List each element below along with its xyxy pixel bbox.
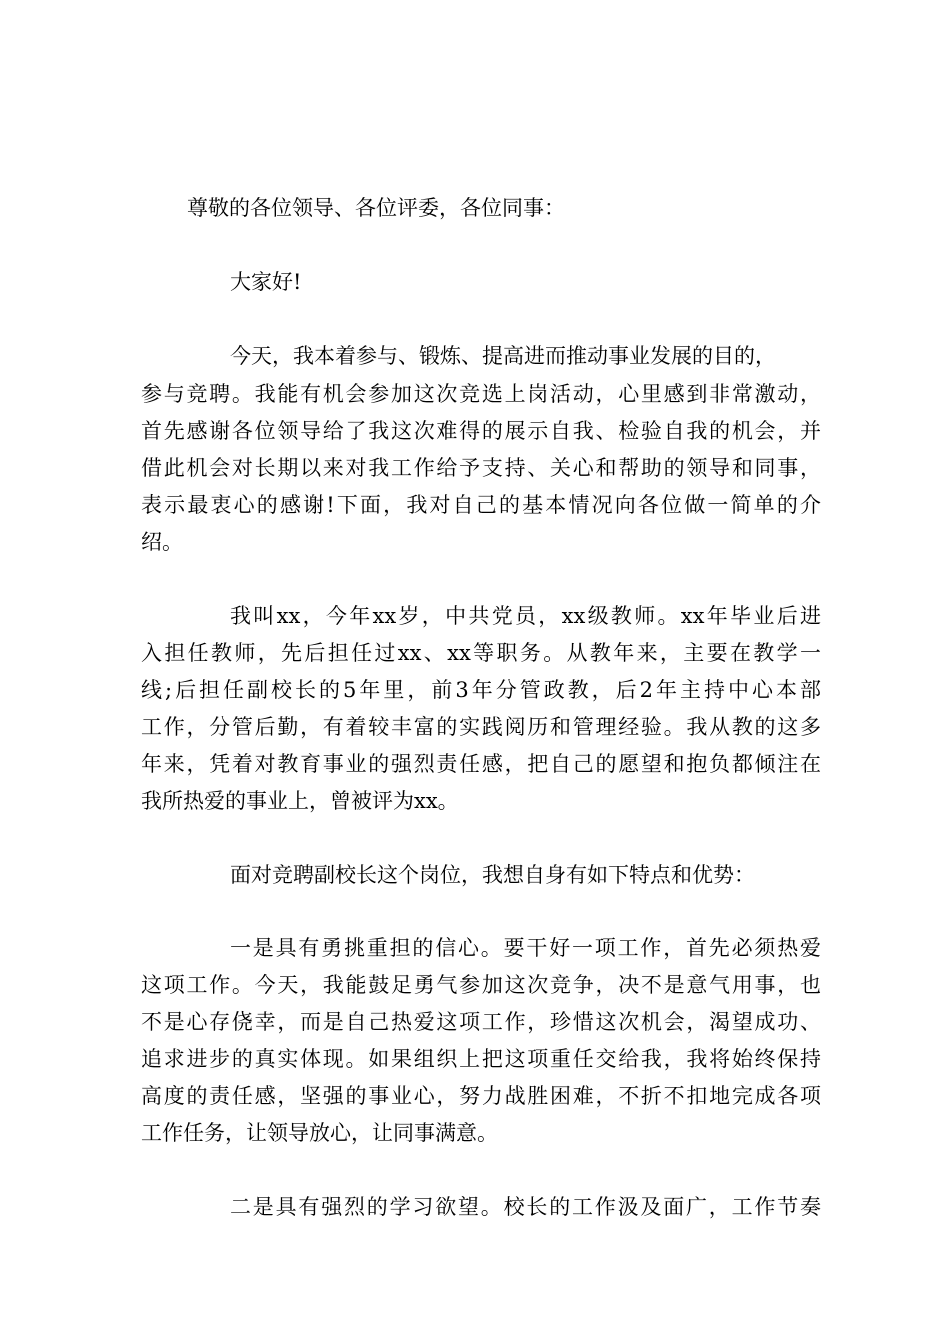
greeting: 大家好! bbox=[230, 270, 302, 294]
paragraph-line: 表示最衷心的感谢!下面，我对自己的基本情况向各位做一简单的介 bbox=[141, 493, 821, 517]
paragraph-line: 线;后担任副校长的5年里，前3年分管政教，后2年主持中心本部 bbox=[141, 678, 821, 702]
paragraph-line: 首先感谢各位领导给了我这次难得的展示自我、检验自我的机会，并 bbox=[141, 419, 821, 443]
paragraph-line: 绍。 bbox=[141, 530, 183, 554]
paragraph-line: 二是具有强烈的学习欲望。校长的工作汲及面广，工作节奏 bbox=[230, 1195, 821, 1219]
paragraph-line: 年来，凭着对教育事业的强烈责任感，把自己的愿望和抱负都倾注在 bbox=[141, 752, 821, 776]
paragraph-line: 高度的责任感，坚强的事业心，努力战胜困难，不折不扣地完成各项 bbox=[141, 1084, 821, 1108]
paragraph-line: 入担任教师，先后担任过xx、xx等职务。从教年来，主要在教学一 bbox=[141, 641, 821, 665]
salutation: 尊敬的各位领导、各位评委，各位同事： bbox=[187, 196, 565, 220]
paragraph-line: 我所热爱的事业上，曾被评为xx。 bbox=[141, 789, 459, 813]
paragraph-line: 追求进步的真实体现。如果组织上把这项重任交给我，我将始终保持 bbox=[141, 1047, 821, 1071]
paragraph-line: 一是具有勇挑重担的信心。要干好一项工作，首先必须热爱 bbox=[230, 936, 821, 960]
paragraph-line: 不是心存侥幸，而是自己热爱这项工作，珍惜这次机会，渴望成功、 bbox=[141, 1010, 821, 1034]
paragraph-line: 工作任务，让领导放心，让同事满意。 bbox=[141, 1121, 498, 1145]
paragraph-line: 参与竞聘。我能有机会参加这次竞选上岗活动，心里感到非常激动， bbox=[141, 382, 821, 406]
paragraph-line: 借此机会对长期以来对我工作给予支持、关心和帮助的领导和同事， bbox=[141, 456, 821, 480]
paragraph-3: 面对竞聘副校长这个岗位，我想自身有如下特点和优势： bbox=[230, 863, 755, 887]
paragraph-line: 这项工作。今天，我能鼓足勇气参加这次竞争，决不是意气用事，也 bbox=[141, 973, 821, 997]
paragraph-line: 工作，分管后勤，有着较丰富的实践阅历和管理经验。我从教的这多 bbox=[141, 715, 821, 739]
paragraph-line: 今天，我本着参与、锻炼、提高进而推动事业发展的目的， bbox=[230, 344, 776, 368]
paragraph-line: 我叫xx，今年xx岁，中共党员，xx级教师。xx年毕业后进 bbox=[230, 604, 821, 628]
